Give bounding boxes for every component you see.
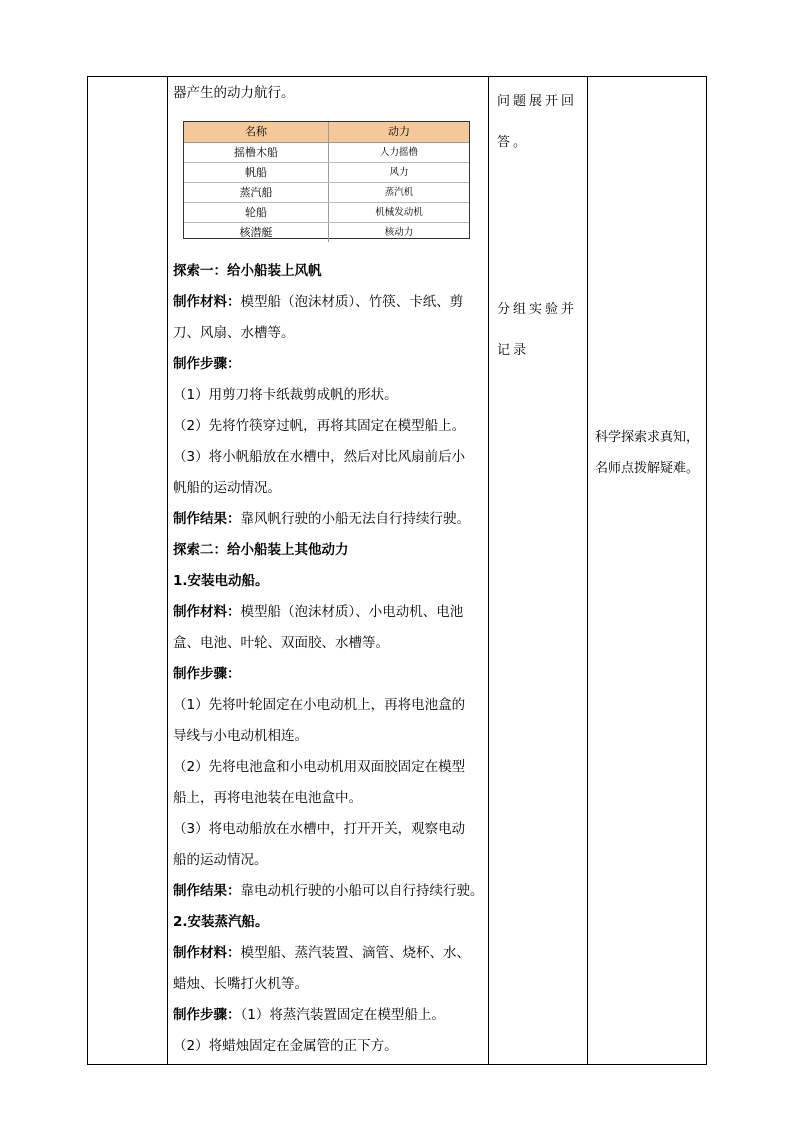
col-border-1 [87,76,88,1065]
power-cell: 风力 [389,167,409,178]
power-cell: 人力摇橹 [379,147,418,158]
bold-label: 制作结果： [173,883,241,899]
header-power: 动力 [388,125,410,138]
content-line [173,628,485,659]
content-line [173,876,485,907]
boat-power-table [183,121,470,239]
body-text: 导线与小电动机相连。 [173,728,308,744]
boat-power-table-header [184,122,469,143]
bold-label: 制作材料： [173,604,241,620]
boat-name-cell: 核潜艇 [184,223,329,242]
student-activity-line-3: 分组实验并 [497,302,578,317]
table-row [184,223,469,242]
body-text: 模型船（泡沫材质）、竹筷、卡纸、剪 [240,294,464,310]
body-text: （2）先将电池盒和小电动机用双面胶固定在模型 [173,759,466,775]
content-line [173,969,485,1000]
body-text: 模型船、蒸汽装置、滴管、烧杯、水、 [240,945,470,961]
power-cell: 核动力 [384,227,414,238]
content-line [173,690,485,721]
table-row [184,203,469,223]
header-name: 名称 [184,122,329,142]
body-text: 盒、电池、叶轮、双面胶、水槽等。 [173,635,389,651]
body-text: （2）先将竹筷穿过帆，再将其固定在模型船上。 [173,418,466,434]
student-activity-line-1: 问题展开回 [497,94,578,109]
col-border-2 [167,76,168,1065]
col-border-3 [488,76,489,1065]
content-line [173,659,485,690]
content-line [173,442,485,473]
bold-label: 探索一：给小船装上风帆 [173,263,322,279]
content-line [173,349,485,380]
table-top-border [87,76,707,77]
bold-label: 制作步骤： [173,666,241,682]
body-text: （3）将电动船放在水槽中，打开开关，观察电动 [173,821,466,837]
student-activity-line-4: 记录 [497,343,530,358]
table-row [184,183,469,203]
body-text: （1）用剪刀将卡纸裁剪成帆的形状。 [173,387,398,403]
content-line [173,380,485,411]
content-line [173,473,485,504]
content-line [173,287,485,318]
content-line [173,318,485,349]
bold-label: 制作步骤： [173,356,241,372]
content-line [173,535,485,566]
content-line [173,721,485,752]
table-bottom-border [87,1064,707,1065]
body-text: 靠电动机行驶的小船可以自行持续行驶。 [240,883,484,899]
student-activity-line-2: 答。 [497,135,530,150]
content-line [173,752,485,783]
body-text: 帆船的运动情况。 [173,480,281,496]
content-line [173,1000,485,1031]
content-line [173,783,485,814]
body-text: 蜡烛、长嘴打火机等。 [173,976,308,992]
power-cell: 机械发动机 [375,207,423,218]
body-text: 船的运动情况。 [173,852,268,868]
bold-label: 2.安装蒸汽船。 [173,914,269,930]
bold-label: 探索二：给小船装上其他动力 [173,542,349,558]
content-line [173,907,485,938]
design-intent-line-2: 名师点拨解疑难。 [595,461,700,476]
activity-steps [173,256,485,1062]
body-text: （3）将小帆船放在水槽中，然后对比风扇前后小 [173,449,466,465]
content-line [173,814,485,845]
content-line [173,256,485,287]
teaching-content [173,80,485,106]
body-text: （1）将蒸汽装置固定在模型船上。 [240,1007,445,1023]
content-line [173,504,485,535]
col-border-5 [706,76,707,1065]
table-row [184,163,469,183]
content-line [173,938,485,969]
body-text: 靠风帆行驶的小船无法自行持续行驶。 [240,511,470,527]
intro-text: 器产生的动力航行。 [173,85,295,101]
boat-name-cell: 轮船 [184,203,329,222]
power-cell: 蒸汽机 [384,187,414,198]
body-text: 刀、风扇、水槽等。 [173,325,295,341]
bold-label: 制作材料： [173,294,241,310]
design-intent-line-1: 科学探索求真知， [595,430,700,445]
table-row [184,143,469,163]
bold-label: 制作材料： [173,945,241,961]
body-text: 模型船（泡沫材质）、小电动机、电池 [240,604,464,620]
content-line [173,411,485,442]
body-text: （2）将蜡烛固定在金属管的正下方。 [173,1038,398,1054]
boat-name-cell: 帆船 [184,163,329,182]
content-line [173,1031,485,1062]
content-line [173,566,485,597]
bold-label: 1.安装电动船。 [173,573,269,589]
body-text: 船上，再将电池装在电池盒中。 [173,790,362,806]
body-text: （1）先将叶轮固定在小电动机上，再将电池盒的 [173,697,466,713]
content-line [173,597,485,628]
bold-label: 制作步骤： [173,1007,241,1023]
boat-name-cell: 蒸汽船 [184,183,329,202]
boat-name-cell: 摇橹木船 [184,143,329,162]
bold-label: 制作结果： [173,511,241,527]
col-border-4 [587,76,588,1065]
content-line [173,845,485,876]
